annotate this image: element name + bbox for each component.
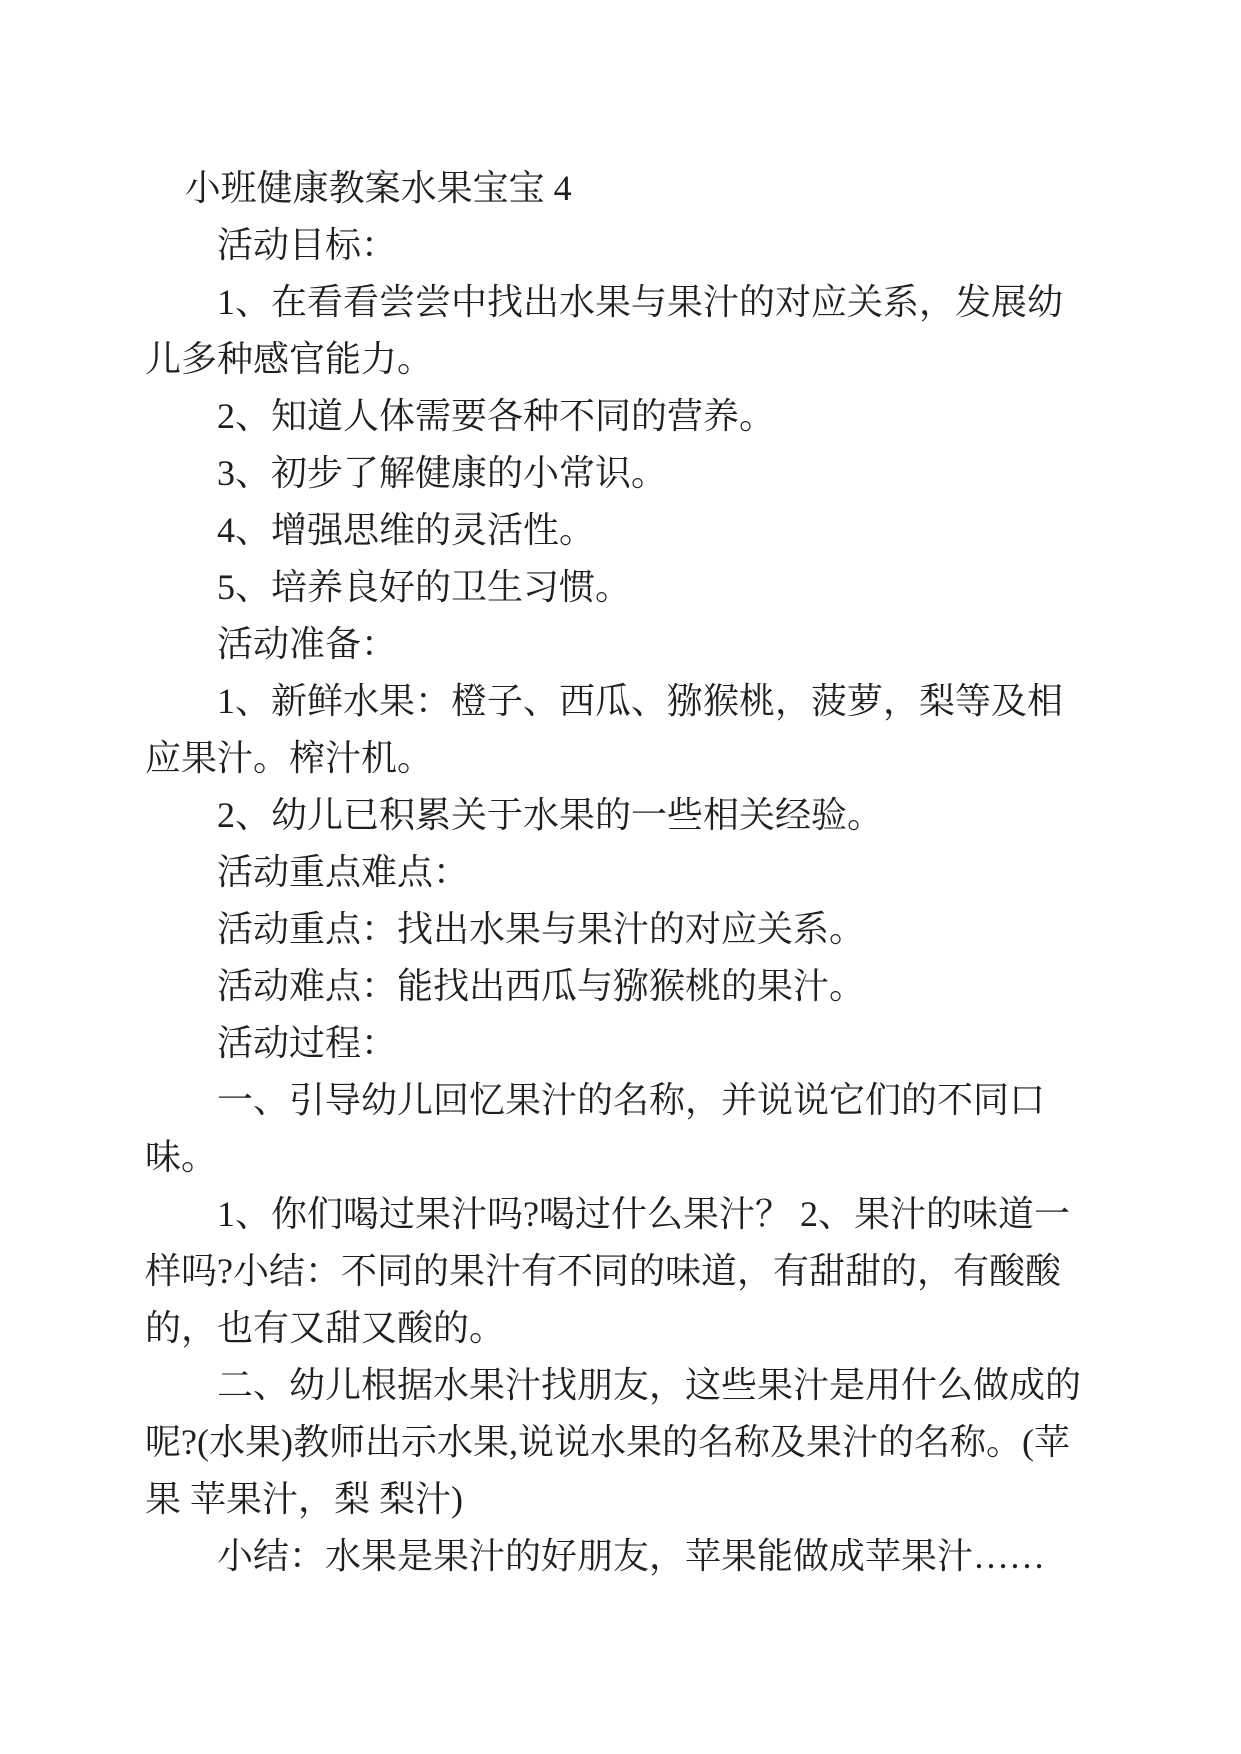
paragraph-process-step-2: 二、幼儿根据水果汁找朋友，这些果汁是用什么做成的呢?(水果)教师出示水果,说说水果的名称及果汁的名称。(苹果 苹果汁，梨 梨汁): [145, 1365, 1082, 1519]
paragraph-process-step-1-detail: 1、你们喝过果汁吗?喝过什么果汁？ 2、果汁的味道一样吗?小结：不同的果汁有不同的味道，有甜甜的，有酸酸的，也有又甜又酸的。: [145, 1194, 1070, 1348]
paragraph-preparation-1: 1、新鲜水果：橙子、西瓜、猕猴桃，菠萝，梨等及相应果汁。榨汁机。: [145, 681, 1064, 778]
paragraph-goal-2: 2、知道人体需要各种不同的营养。: [217, 396, 776, 436]
paragraph-goal-5: 5、培养良好的卫生习惯。: [217, 567, 632, 607]
paragraph-key-point: 活动重点：找出水果与果汁的对应关系。: [217, 909, 866, 949]
paragraph-goal-4: 4、增强思维的灵活性。: [217, 510, 596, 550]
paragraph-summary: 小结：水果是果汁的好朋友，苹果能做成苹果汁……: [217, 1536, 1046, 1576]
paragraph-goal-1: 1、在看看尝尝中找出水果与果汁的对应关系，发展幼儿多种感官能力。: [145, 282, 1064, 379]
paragraph-difficult-point: 活动难点：能找出西瓜与猕猴桃的果汁。: [217, 966, 866, 1006]
document-title: 小班健康教案水果宝宝 4: [184, 168, 572, 208]
paragraph-process-heading: 活动过程：: [217, 1023, 398, 1063]
paragraph-preparation-2: 2、幼儿已积累关于水果的一些相关经验。: [217, 795, 884, 835]
paragraph-preparation-heading: 活动准备：: [217, 624, 398, 664]
paragraph-goal-3: 3、初步了解健康的小常识。: [217, 453, 668, 493]
paragraph-key-points-heading: 活动重点难点：: [217, 852, 470, 892]
paragraph-activity-goals-heading: 活动目标：: [217, 225, 398, 265]
paragraph-process-step-1: 一、引导幼儿回忆果汁的名称，并说说它们的不同口味。: [145, 1080, 1046, 1177]
